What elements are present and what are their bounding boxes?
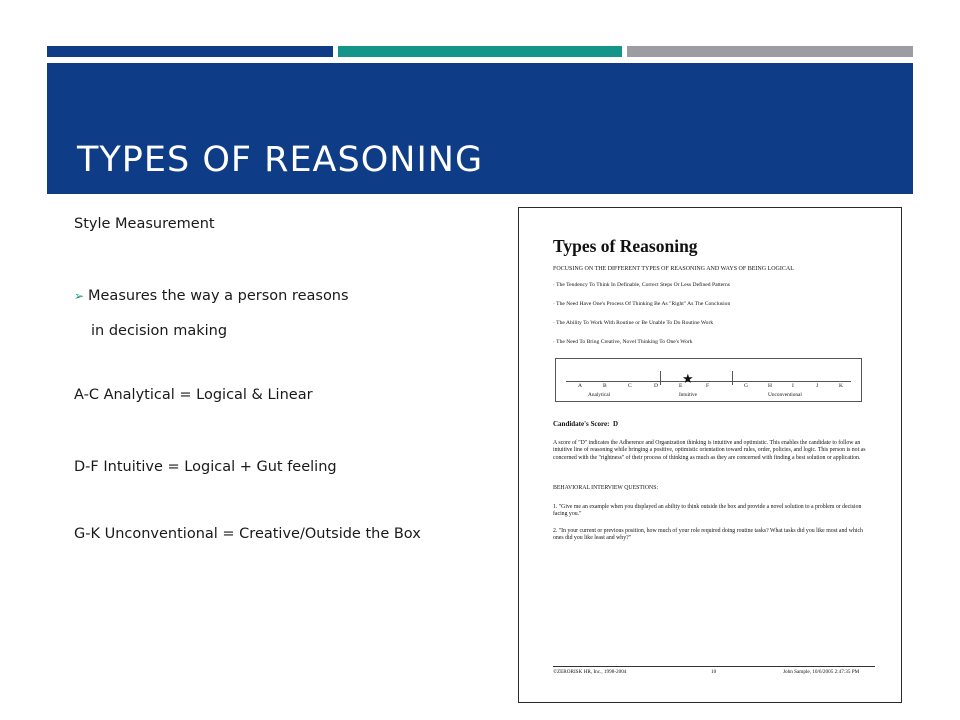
report-document-image (518, 207, 902, 703)
arrow-bullet-icon: ➢ (74, 289, 85, 303)
bullet-text: Measures the way a person reasons (88, 288, 349, 304)
scale-letter: D (654, 383, 658, 389)
interview-question: 2. "In your current or previous position, how much of your role required doing routine tasks? What tasks did you like most and which ones did you like least and why?" (553, 528, 863, 542)
accent-bar-teal (338, 46, 622, 57)
doc-trait: · The Need To Bring Creative, Novel Thinking To One's Work (553, 339, 693, 345)
scale-letter: E (679, 383, 683, 389)
scale-letter: C (628, 383, 632, 389)
band-label-analytical: Analytical (588, 392, 611, 398)
doc-trait: · The Ability To Work With Routine or Be Unable To Do Routine Work (553, 320, 714, 326)
body-heading: Style Measurement (74, 216, 215, 232)
score-value: D (612, 420, 619, 428)
slide-title: TYPES OF REASONING (77, 140, 484, 180)
score-description: A score of "D" indicates the Adherence and Organization thinking is intuitive and optimistic. This enables the candidate to follow an intuitive line of reasoning while bringing a positive, optimistic orientation toward rules, order, policies, and logic. This person is not as concerned with the "rightness" of their process of thinking as much as they are concerned with finding a best solution or application. (553, 440, 866, 461)
score-marker-star-icon: ★ (682, 371, 694, 386)
doc-trait: · The Tendency To Think In Definable, Correct Steps Or Less Defined Patterns (553, 282, 730, 288)
accent-bar-gray (627, 46, 913, 57)
reasoning-scale (555, 358, 862, 402)
scale-axis (566, 381, 851, 382)
scale-letter: H (768, 383, 772, 389)
scale-letter: K (839, 383, 843, 389)
footer-rule (553, 666, 875, 667)
doc-subtitle: FOCUSING ON THE DIFFERENT TYPES OF REASONING AND WAYS OF BEING LOGICAL (553, 266, 794, 272)
doc-title: Types of Reasoning (553, 236, 698, 256)
footer-page-number: 10 (711, 669, 717, 675)
interview-question: 1. "Give me an example when you displayed an ability to think outside the box and provide a novel solution to a problem or decision facing you." (553, 504, 862, 518)
scale-letter: B (603, 383, 607, 389)
scale-letter: G (744, 383, 748, 389)
scale-letter: F (706, 383, 710, 389)
behavioral-heading: BEHAVIORAL INTERVIEW QUESTIONS: (553, 485, 659, 491)
scale-letter: I (792, 383, 794, 389)
scale-letter: A (578, 383, 582, 389)
band-label-intuitive: Intuitive (679, 392, 697, 398)
accent-bar-navy (47, 46, 333, 57)
footer-copyright: ©ZERORISK HR, Inc., 1998-2004 (553, 669, 627, 675)
doc-trait: · The Need Have One's Process Of Thinking Be As "Right" As The Conclusion (553, 301, 731, 307)
band-label-unconventional: Unconventional (768, 392, 802, 398)
bullet-continuation: in decision making (91, 323, 228, 339)
bullet-item (74, 288, 349, 304)
scale-divider (732, 371, 733, 385)
analytical-line: A-C Analytical = Logical & Linear (74, 387, 313, 403)
footer-candidate: John Sample, 10/6/2005 2:47:35 PM (783, 669, 860, 675)
candidate-score (553, 420, 618, 428)
unconventional-line: G-K Unconventional = Creative/Outside the Box (74, 526, 421, 542)
intuitive-line: D-F Intuitive = Logical + Gut feeling (74, 459, 337, 475)
title-banner (47, 63, 913, 194)
score-label: Candidate's Score: (553, 420, 610, 428)
scale-divider (660, 371, 661, 385)
scale-letter: J (816, 383, 819, 389)
